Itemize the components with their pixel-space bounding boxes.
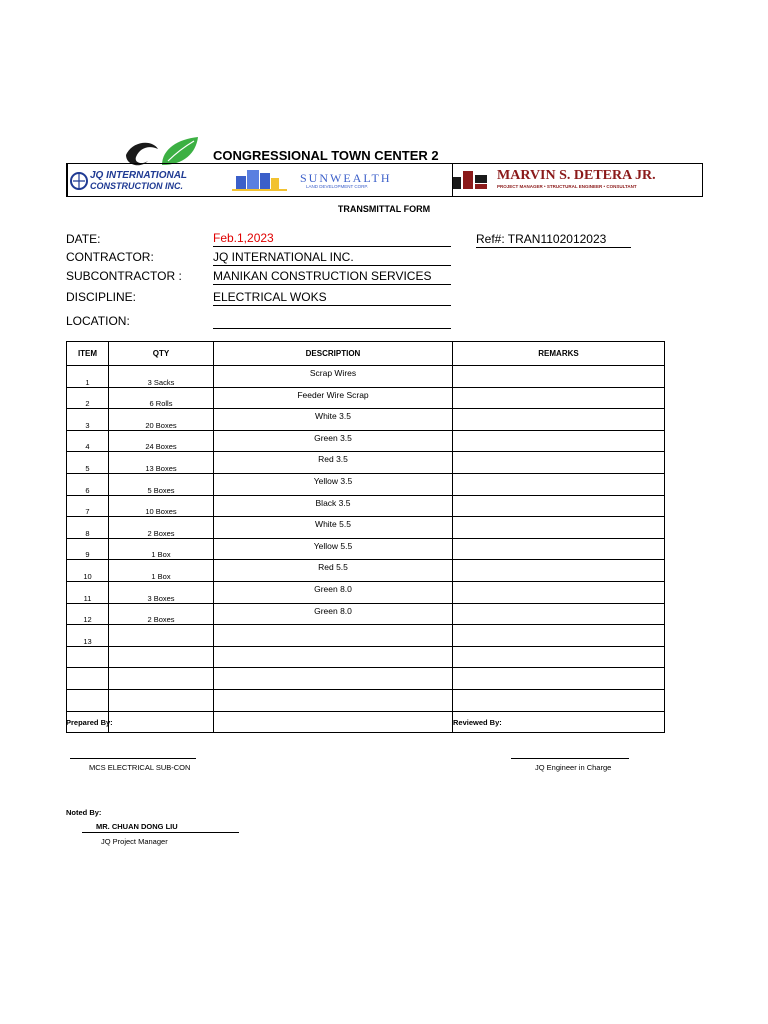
cell-qty: 5 Boxes <box>109 473 214 495</box>
table-row <box>67 560 665 582</box>
table-row <box>67 711 665 733</box>
table-row <box>67 689 665 711</box>
project-title: CONGRESSIONAL TOWN CENTER 2 <box>213 148 439 163</box>
cell-item: 4 <box>67 430 109 452</box>
cell-description: Feeder Wire Scrap <box>214 387 453 409</box>
contractor-value: JQ INTERNATIONAL INC. <box>213 249 451 266</box>
header-qty: QTY <box>109 342 214 366</box>
table-row <box>67 581 665 603</box>
cell-remarks <box>453 603 665 625</box>
cell-remarks <box>453 495 665 517</box>
header-item: ITEM <box>67 342 109 366</box>
cell-item: 3 <box>67 409 109 431</box>
cell-description: Yellow 5.5 <box>214 538 453 560</box>
subcontractor-value: MANIKAN CONSTRUCTION SERVICES <box>213 268 451 285</box>
noted-by-caption: JQ Project Manager <box>101 837 168 846</box>
cell-remarks <box>453 581 665 603</box>
cell-item: 10 <box>67 560 109 582</box>
cell-remarks <box>453 625 665 647</box>
cell-description <box>214 711 453 733</box>
table-row <box>67 366 665 388</box>
cell-item: 8 <box>67 517 109 539</box>
cell-remarks <box>453 517 665 539</box>
cell-item: 11 <box>67 581 109 603</box>
cell-qty: 10 Boxes <box>109 495 214 517</box>
items-table <box>66 341 665 733</box>
cell-item: 1 <box>67 366 109 388</box>
cell-qty: 13 Boxes <box>109 452 214 474</box>
noted-by-name: MR. CHUAN DONG LIU <box>96 822 178 831</box>
marvin-name: MARVIN S. DETERA JR. <box>497 168 656 183</box>
sunwealth-sub: LAND DEVELOPMENT CORP. <box>306 184 369 189</box>
table-row <box>67 603 665 625</box>
discipline-value: ELECTRICAL WOKS <box>213 289 451 306</box>
sunwealth-logo <box>232 168 437 192</box>
cell-qty: 1 Box <box>109 560 214 582</box>
cell-item: 7 <box>67 495 109 517</box>
cell-description: Black 3.5 <box>214 495 453 517</box>
cell-qty <box>109 711 214 733</box>
table-row <box>67 409 665 431</box>
header-description: DESCRIPTION <box>214 342 453 366</box>
cell-description <box>214 668 453 690</box>
cell-description: Green 8.0 <box>214 603 453 625</box>
form-title: TRANSMITTAL FORM <box>337 204 431 214</box>
cell-qty: 2 Boxes <box>109 603 214 625</box>
table-row <box>67 495 665 517</box>
cell-qty <box>109 646 214 668</box>
cell-qty: 24 Boxes <box>109 430 214 452</box>
reviewed-by-label: Reviewed By: <box>453 718 502 727</box>
cell-remarks <box>453 452 665 474</box>
cell-description: Red 3.5 <box>214 452 453 474</box>
jq-logo-line2: CONSTRUCTION INC. <box>90 181 183 191</box>
marvin-sub: PROJECT MANAGER • STRUCTURAL ENGINEER • CONSULTANT <box>497 184 637 189</box>
location-value <box>213 312 451 329</box>
table-row <box>67 538 665 560</box>
cell-description: Red 5.5 <box>214 560 453 582</box>
cell-item <box>67 668 109 690</box>
marvin-detera-logo <box>453 165 698 193</box>
reviewed-signature-line <box>511 758 629 759</box>
cell-qty: 3 Boxes <box>109 581 214 603</box>
date-label: DATE: <box>66 232 101 246</box>
cell-remarks <box>453 646 665 668</box>
cell-remarks <box>453 430 665 452</box>
cell-item: 12 <box>67 603 109 625</box>
cell-remarks <box>453 473 665 495</box>
date-value: Feb.1,2023 <box>213 230 451 247</box>
table-row <box>67 452 665 474</box>
jq-globe-icon <box>70 171 88 191</box>
sunwealth-name: SUNWEALTH <box>300 171 392 185</box>
cell-item <box>67 689 109 711</box>
cell-description <box>214 625 453 647</box>
cell-description <box>214 646 453 668</box>
cell-qty: 20 Boxes <box>109 409 214 431</box>
cell-qty <box>109 689 214 711</box>
cell-qty: 6 Rolls <box>109 387 214 409</box>
table-row <box>67 473 665 495</box>
cell-item: 6 <box>67 473 109 495</box>
table-header-row <box>67 342 665 366</box>
cell-remarks <box>453 668 665 690</box>
cell-item: 9 <box>67 538 109 560</box>
table-row <box>67 430 665 452</box>
noted-by-label: Noted By: <box>66 808 102 817</box>
contractor-label: CONTRACTOR: <box>66 250 154 264</box>
table-row <box>67 625 665 647</box>
cell-description: Green 3.5 <box>214 430 453 452</box>
cell-qty <box>109 668 214 690</box>
cell-remarks <box>453 366 665 388</box>
cell-description: White 3.5 <box>214 409 453 431</box>
cell-description <box>214 689 453 711</box>
prepared-signature-line <box>70 758 196 759</box>
cell-description: Yellow 3.5 <box>214 473 453 495</box>
cell-description: Green 8.0 <box>214 581 453 603</box>
cell-description: Scrap Wires <box>214 366 453 388</box>
cell-item: 2 <box>67 387 109 409</box>
location-label: LOCATION: <box>66 314 130 328</box>
prepared-by-caption: MCS ELECTRICAL SUB-CON <box>89 763 191 772</box>
cell-remarks <box>453 689 665 711</box>
subcontractor-label: SUBCONTRACTOR : <box>66 269 182 283</box>
cell-qty: 1 Box <box>109 538 214 560</box>
table-row <box>67 517 665 539</box>
jq-international-logo <box>70 169 205 193</box>
table-row <box>67 387 665 409</box>
cell-remarks <box>453 387 665 409</box>
reviewed-by-caption: JQ Engineer in Charge <box>535 763 612 772</box>
cell-item: 13 <box>67 625 109 647</box>
cell-remarks <box>453 538 665 560</box>
cell-remarks <box>453 560 665 582</box>
cell-remarks <box>453 409 665 431</box>
discipline-label: DISCIPLINE: <box>66 290 137 304</box>
md-monogram-icon <box>453 169 489 191</box>
prepared-by-label: Prepared By: <box>66 718 113 727</box>
noted-signature-line <box>82 832 239 833</box>
cell-qty <box>109 625 214 647</box>
cell-qty: 2 Boxes <box>109 517 214 539</box>
cell-item: 5 <box>67 452 109 474</box>
table-row <box>67 646 665 668</box>
cell-qty: 3 Sacks <box>109 366 214 388</box>
building-icon <box>232 168 292 192</box>
header-remarks: REMARKS <box>453 342 665 366</box>
table-row <box>67 668 665 690</box>
ref-number: Ref#: TRAN1102012023 <box>476 231 631 248</box>
jq-logo-line1: JQ INTERNATIONAL <box>90 170 188 181</box>
cell-item <box>67 646 109 668</box>
cell-description: White 5.5 <box>214 517 453 539</box>
